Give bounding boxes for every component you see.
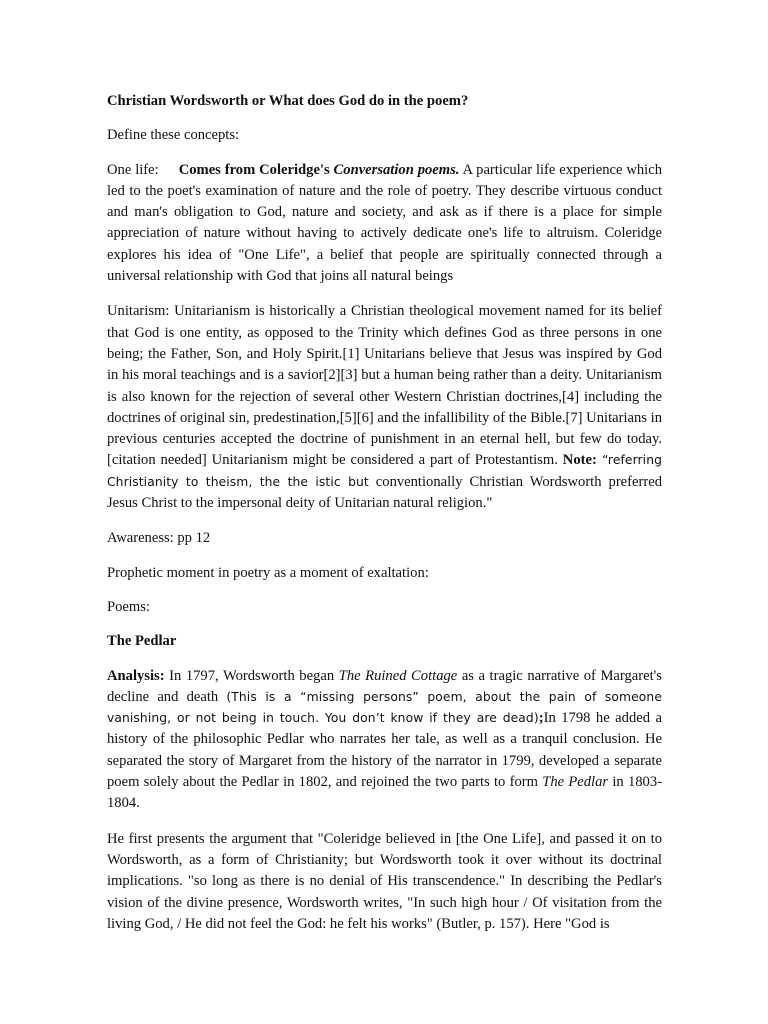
analysis-part2: as a tragic narrative of Margaret's decline and death	[107, 667, 662, 705]
analysis-part3: In 1798 he added a history of the philosophic Pedlar who narrates her tale, as well as a tranquil conclusion. He separated the story of Margaret from the history of the narrator in 1799, developed a separate poem solely about the Pedlar in 1802, and rejoined the two parts to form	[107, 710, 662, 791]
analysis-part1: In 1797, Wordsworth began	[164, 667, 339, 684]
one-life-paragraph	[107, 160, 662, 288]
one-life-label: One life:	[107, 161, 159, 178]
analysis-label: Analysis:	[107, 667, 165, 684]
one-life-text: A particular life experience which led to the poet's examination of nature and the role of poetry. They describe virtuous conduct and man's obligation to God, nature and society, and ask as if there is a place for simple appreciation of nature without having to actively dedicate one's life to altruism. Coleridge explores his idea of "One Life", a belief that people are spiritually connected through a universal relationship with God that joins all natural beings	[107, 161, 663, 285]
analysis-semicolon: ;	[538, 710, 544, 727]
note-quote-serif: conventionally Christian Wordsworth preferred Jesus Christ to the impersonal deity of Unitarian natural religion."	[107, 473, 662, 512]
analysis-aside: (This is a “missing persons” poem, about the pain of someone vanishing, or not being in touch. You don’t know if they are dead)	[107, 689, 662, 726]
one-life-bold-italic: Conversation poems.	[333, 161, 460, 178]
argument-paragraph: He first presents the argument that "Coleridge believed in [the One Life], and passed it on to Wordsworth, as a form of Christianity; but Wordsworth took it over without its doctrinal implications. "so long as there is no denial of His transcendence." In describing the Pedlar's vision of the divine presence, Wordsworth writes, "In such high hour / Of visitation from the living God, / He did not feel the God: he felt his works" (Butler, p. 157). Here "God is	[107, 830, 662, 932]
analysis-italic-pedlar: The Pedlar	[542, 774, 609, 791]
note-label: Note:	[562, 452, 597, 469]
analysis-part4: in 1803-1804.	[107, 774, 662, 812]
analysis-paragraph	[107, 666, 662, 815]
analysis-italic-ruined-cottage: The Ruined Cottage	[338, 667, 458, 684]
one-life-bold-lead: Comes from Coleridge's	[178, 161, 334, 178]
pedlar-heading: The Pedlar	[107, 633, 177, 650]
awareness-line: Awareness: pp 12	[107, 530, 211, 547]
unitarism-text: Unitarism: Unitarianism is historically a Christian theological movement named for its belief that God is one entity, as opposed to the Trinity which defines God as three persons in one being; the Father, Son, and Holy Spirit.[1] Unitarians believe that Jesus was inspired by God in his moral teachings and is a savior[2][3] but a human being rather than a deity. Unitarianism is also known for the rejection of several other Western Christian doctrines,[4] including the doctrines of original sin, predestination,[5][6] and the infallibility of the Bible.[7] Unitarians in previous centuries accepted the doctrine of punishment in an eternal hell, but few do today.[citation needed] Unitarianism might be considered a part of Protestantism.	[107, 303, 662, 469]
prophetic-line: Prophetic moment in poetry as a moment of exaltation:	[107, 564, 429, 581]
intro-line: Define these concepts:	[107, 127, 240, 144]
unitarism-paragraph	[107, 301, 662, 514]
page-title: Christian Wordsworth or What does God do in the poem?	[107, 93, 469, 109]
note-quote-sans: “referring Christianity to theism, the the istic but	[107, 453, 662, 489]
poems-line: Poems:	[107, 598, 150, 615]
